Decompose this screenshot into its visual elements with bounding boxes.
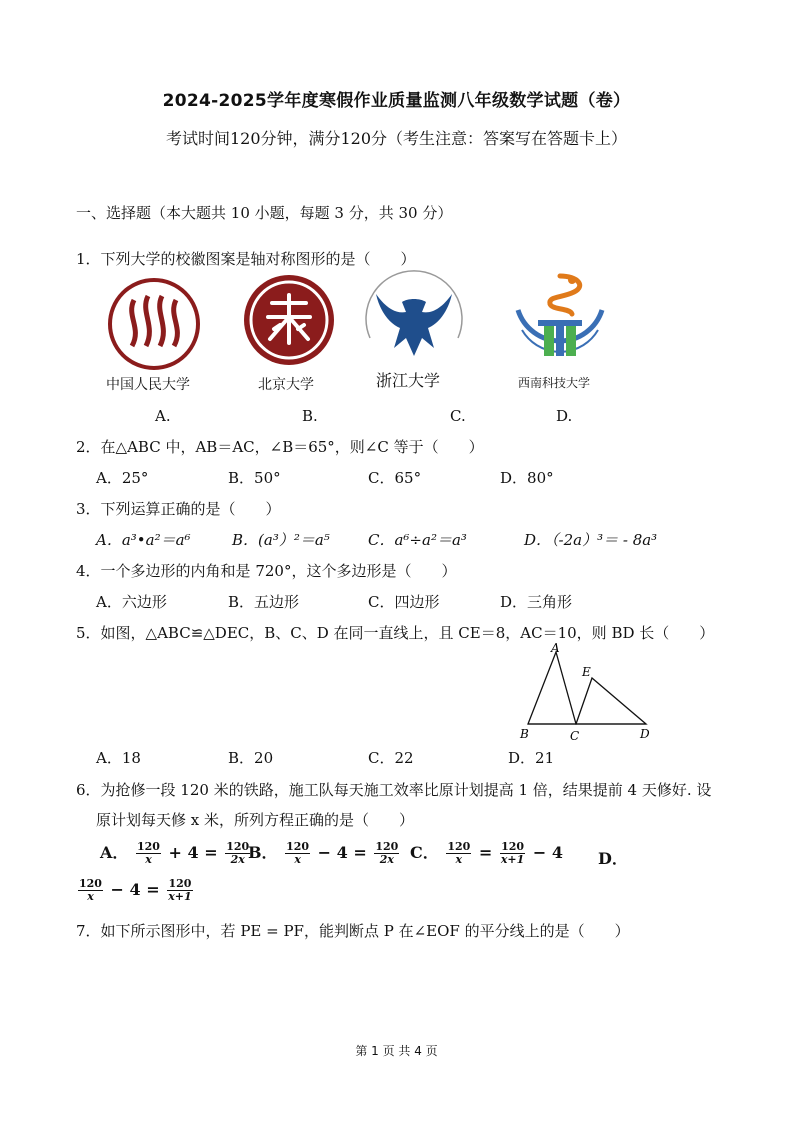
q3-option-b: B．(a³）²＝a⁵ xyxy=(232,531,330,549)
section-heading: 一、选择题（本大题共 10 小题，每题 3 分，共 30 分） xyxy=(76,204,453,222)
question-5-stem: 5．如图，△ABC≌△DEC，B、C、D 在同一直线上，且 CE＝8，AC＝10，则 BD 长（ ） xyxy=(76,624,715,642)
q5-option-c: C．22 xyxy=(368,749,414,767)
logo-caption-zhejiang: 浙江大学 xyxy=(376,371,441,390)
page-title: 2024-2025学年度寒假作业质量监测八年级数学试题（卷） xyxy=(162,91,631,111)
question-6-stem-line1: 6．为抢修一段 120 米的铁路，施工队每天施工效率比原计划提高 1 倍，结果提前 4 天修好. 设 xyxy=(76,781,712,799)
q3-option-a: A．a³•a²＝a⁶ xyxy=(96,531,191,549)
triangle-figure xyxy=(512,640,662,744)
q2-option-d: D．80° xyxy=(500,469,554,487)
q4-option-a: A．六边形 xyxy=(96,593,167,611)
page-subtitle: 考试时间120分钟，满分120分（考生注意：答案写在答题卡上） xyxy=(165,129,628,148)
label-c: C xyxy=(570,729,580,743)
question-1-stem: 1．下列大学的校徽图案是轴对称图形的是（ ） xyxy=(76,250,416,268)
q6-option-a: A． $\frac{120}{x}$ + 4 = $\frac{120}{2x}$ xyxy=(100,840,250,866)
label-b: B xyxy=(520,727,529,741)
swust-logo xyxy=(508,270,612,368)
question-7-stem: 7．如下所示图形中，若 PE = PF，能判断点 P 在∠EOF 的平分线上的是（ ） xyxy=(76,922,630,940)
question-4-stem: 4．一个多边形的内角和是 720°，这个多边形是（ ） xyxy=(76,562,457,580)
q4-option-c: C．四边形 xyxy=(368,593,440,611)
label-a: A xyxy=(551,641,560,655)
q1-option-b: B. xyxy=(302,407,318,425)
label-d: D xyxy=(640,727,650,741)
page-footer: 第 1 页 共 4 页 xyxy=(355,1044,438,1058)
logo-caption-swust: 西南科技大学 xyxy=(518,376,591,390)
q4-option-b: B．五边形 xyxy=(228,593,300,611)
q2-option-a: A．25° xyxy=(96,469,149,487)
q4-option-d: D．三角形 xyxy=(500,593,573,611)
q5-option-b: B．20 xyxy=(228,749,274,767)
peking-university-logo xyxy=(242,273,336,367)
q1-option-d: D. xyxy=(556,407,573,425)
q6-option-d-label: D． xyxy=(598,849,628,868)
question-3-stem: 3．下列运算正确的是（ ） xyxy=(76,500,281,518)
renmin-university-logo xyxy=(104,276,204,372)
q1-option-c: C. xyxy=(450,407,466,425)
q6-option-c: C． $\frac{120}{x}$ = $\frac{120}{x+1}$ − 4 xyxy=(410,840,563,866)
q5-option-a: A．18 xyxy=(96,749,141,767)
q3-option-c: C．a⁶÷a²＝a³ xyxy=(368,531,467,549)
q3-option-d: D．（-2a）³＝ - 8a³ xyxy=(524,531,658,549)
q5-option-d: D．21 xyxy=(508,749,555,767)
question-2-stem: 2．在△ABC 中，AB＝AC，∠B＝65°，则∠C 等于（ ） xyxy=(76,438,484,456)
label-e: E xyxy=(582,665,591,679)
zhejiang-university-logo xyxy=(362,268,466,364)
q2-option-b: B．50° xyxy=(228,469,281,487)
q1-option-a: A. xyxy=(155,407,171,425)
logo-caption-peking: 北京大学 xyxy=(258,377,314,393)
q6-option-b: B． $\frac{120}{x}$ − 4 = $\frac{120}{2x}$ xyxy=(248,840,399,866)
q6-option-d: $\frac{120}{x}$ − 4 = $\frac{120}{x+1}$ xyxy=(79,877,192,903)
q2-option-c: C．65° xyxy=(368,469,422,487)
logo-caption-renmin: 中国人民大学 xyxy=(106,377,190,393)
question-6-stem-line2: 原计划每天修 x 米，所列方程正确的是（ ） xyxy=(96,811,414,829)
